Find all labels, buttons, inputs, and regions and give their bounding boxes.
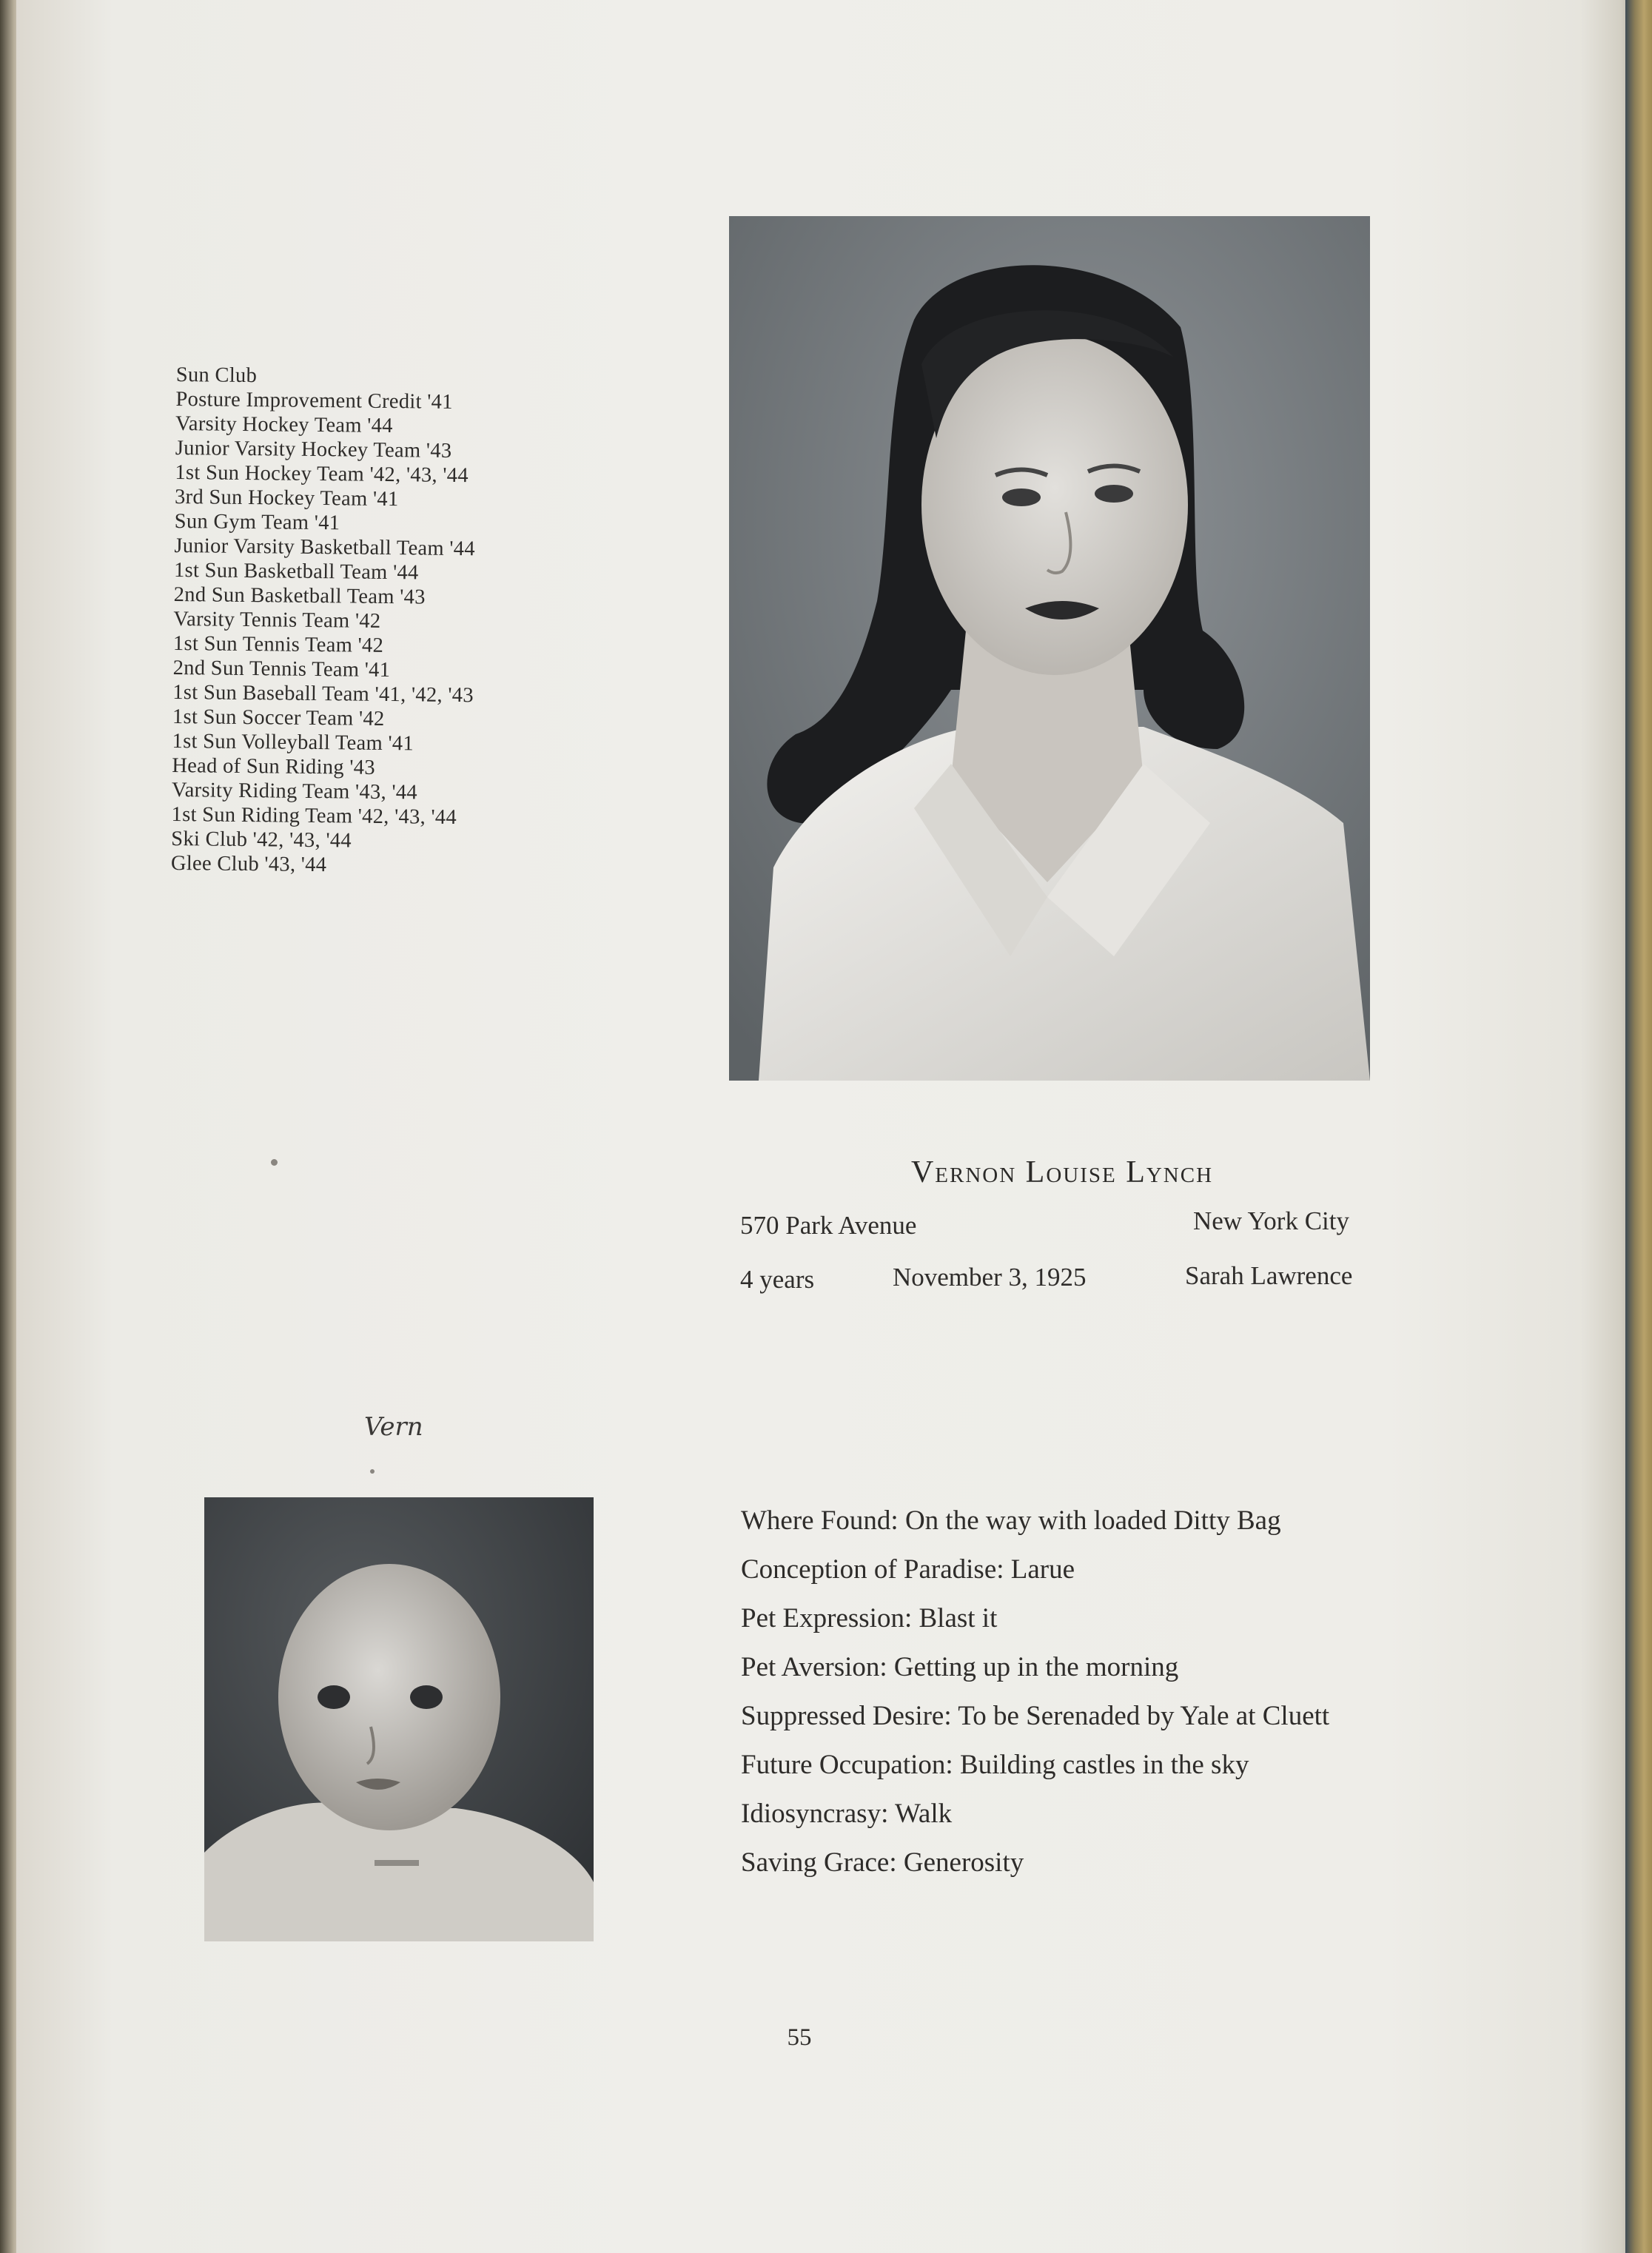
- profile-question: Where Found:: [741, 1505, 899, 1536]
- portrait-illustration: [729, 216, 1370, 1081]
- profile-entry: [741, 1600, 1392, 1637]
- baby-photo: [204, 1497, 594, 1941]
- book-cover-edge: [1625, 0, 1652, 2253]
- profile-entry: [741, 1747, 1392, 1784]
- activity-item: 1st Sun Volleyball Team '41: [172, 729, 414, 756]
- activity-item: Posture Improvement Credit '41: [175, 387, 453, 414]
- profile-entry: [741, 1502, 1392, 1540]
- profile-question: Conception of Paradise:: [741, 1554, 1004, 1585]
- activity-item: Head of Sun Riding '43: [172, 753, 376, 779]
- profile-question: Pet Aversion:: [741, 1652, 887, 1682]
- student-name: Vernon Louise Lynch: [910, 1155, 1214, 1189]
- profile-answer: Larue: [1010, 1554, 1075, 1585]
- profile-question: Suppressed Desire:: [741, 1701, 952, 1731]
- profile-answer: Generosity: [903, 1847, 1024, 1878]
- activity-item: 1st Sun Hockey Team '42, '43, '44: [175, 460, 469, 488]
- page-number: 55: [787, 2024, 812, 2051]
- baby-illustration: [204, 1497, 594, 1941]
- birth-date: November 3, 1925: [893, 1263, 1087, 1292]
- profile-question: Future Occupation:: [741, 1750, 953, 1780]
- activity-item: 2nd Sun Basketball Team '43: [173, 582, 426, 609]
- activity-item: 1st Sun Basketball Team '44: [173, 558, 419, 585]
- activity-item: Junior Varsity Basketball Team '44: [174, 534, 476, 561]
- activities-list: [171, 363, 591, 880]
- activity-item: Sun Club: [175, 363, 258, 388]
- profile-answer: On the way with loaded Ditty Bag: [904, 1505, 1281, 1536]
- activity-item: Varsity Hockey Team '44: [175, 412, 393, 438]
- student-address: 570 Park Avenue: [740, 1211, 917, 1240]
- activity-item: 1st Sun Riding Team '42, '43, '44: [171, 802, 457, 830]
- activity-item: Ski Club '42, '43, '44: [171, 827, 352, 853]
- profile-entry: [741, 1844, 1392, 1881]
- profile-answer: Walk: [894, 1799, 953, 1829]
- profile-entry: [741, 1551, 1392, 1588]
- college-name: Sarah Lawrence: [1185, 1261, 1353, 1290]
- nickname: Vern: [364, 1412, 423, 1442]
- activity-item: Glee Club '43, '44: [170, 851, 327, 877]
- activity-item: 1st Sun Soccer Team '42: [172, 705, 385, 731]
- profile-answer: Building castles in the sky: [959, 1750, 1249, 1780]
- profile-entry: [741, 1796, 1392, 1833]
- activity-item: Sun Gym Team '41: [174, 509, 340, 535]
- print-speck: [370, 1469, 375, 1474]
- activity-item: 1st Sun Tennis Team '42: [172, 631, 384, 657]
- activity-item: Varsity Tennis Team '42: [173, 607, 381, 633]
- senior-portrait-photo: [729, 216, 1370, 1081]
- profile-question: Saving Grace:: [741, 1847, 897, 1878]
- years-attended: 4 years: [740, 1265, 815, 1294]
- activity-item: 1st Sun Baseball Team '41, '42, '43: [172, 680, 474, 708]
- profile-entry: [741, 1649, 1392, 1686]
- student-city: New York City: [1193, 1206, 1350, 1235]
- profile-entry: [741, 1698, 1392, 1735]
- profile-question: Pet Expression:: [741, 1603, 913, 1633]
- profile-question: Idiosyncrasy:: [741, 1799, 889, 1829]
- activity-item: 2nd Sun Tennis Team '41: [172, 656, 391, 682]
- print-speck: [271, 1159, 278, 1166]
- activity-item: Varsity Riding Team '43, '44: [171, 778, 418, 805]
- profile-questions: [741, 1502, 1392, 1893]
- profile-answer: To be Serenaded by Yale at Cluett: [958, 1701, 1330, 1731]
- profile-answer: Getting up in the morning: [893, 1652, 1179, 1682]
- activity-item: 3rd Sun Hockey Team '41: [174, 485, 399, 511]
- activity-item: Junior Varsity Hockey Team '43: [175, 436, 452, 463]
- profile-answer: Blast it: [919, 1603, 998, 1633]
